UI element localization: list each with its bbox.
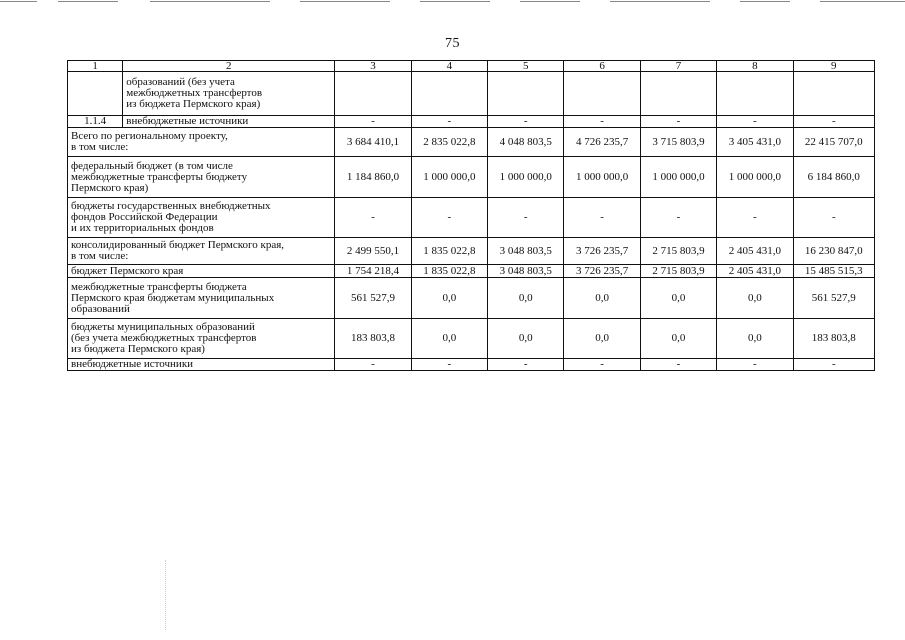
table-header-row [68,61,875,72]
page-number: 75 [445,36,460,51]
page-top-edge [58,1,118,2]
code-cell: 1.1.4 [68,116,123,128]
column-header: 3 [335,61,411,72]
value-cell: - [411,116,487,128]
value-cell: 0,0 [640,278,716,319]
value-cell: 3 726 235,7 [564,265,640,278]
row-label: образований (без учета межбюджетных трансфертов из бюджета Пермского края) [123,72,335,116]
value-cell: 1 000 000,0 [717,157,793,198]
value-cell: 22 415 707,0 [793,128,874,157]
value-cell: 15 485 515,3 [793,265,874,278]
row-label: внебюджетные источники [68,359,335,371]
value-cell [640,72,716,116]
value-cell: - [335,116,411,128]
value-cell: - [717,198,793,238]
column-header: 9 [793,61,874,72]
value-cell: 561 527,9 [793,278,874,319]
value-cell [411,72,487,116]
value-cell [488,72,564,116]
row-label: бюджеты государственных внебюджетных фондов Российской Федерации и их территориальных фондов [68,198,335,238]
value-cell: 1 000 000,0 [564,157,640,198]
page-top-edge [300,1,390,2]
value-cell: - [335,198,411,238]
column-header: 7 [640,61,716,72]
row-label: внебюджетные источники [123,116,335,128]
value-cell: 0,0 [640,319,716,359]
value-cell: 3 048 803,5 [488,265,564,278]
value-cell: 1 754 218,4 [335,265,411,278]
value-cell: 2 715 803,9 [640,238,716,265]
value-cell: - [793,116,874,128]
row-label: консолидированный бюджет Пермского края, в том числе: [68,238,335,265]
value-cell: 2 715 803,9 [640,265,716,278]
value-cell: 3 405 431,0 [717,128,793,157]
value-cell: - [411,359,487,371]
column-header: 6 [564,61,640,72]
value-cell: - [640,116,716,128]
value-cell: - [488,198,564,238]
scan-artifact [165,560,168,630]
table-row [68,72,875,116]
value-cell: - [717,116,793,128]
column-header: 8 [717,61,793,72]
value-cell: 0,0 [564,278,640,319]
value-cell: - [564,116,640,128]
value-cell [564,72,640,116]
value-cell: 0,0 [717,278,793,319]
row-label: межбюджетные трансферты бюджета Пермского края бюджетам муниципальных образований [68,278,335,319]
value-cell: 3 684 410,1 [335,128,411,157]
value-cell: - [488,359,564,371]
value-cell: - [488,116,564,128]
value-cell: 4 726 235,7 [564,128,640,157]
value-cell: 4 048 803,5 [488,128,564,157]
row-label: Всего по региональному проекту, в том числе: [68,128,335,157]
table-row [68,116,875,128]
value-cell: 16 230 847,0 [793,238,874,265]
value-cell: 3 048 803,5 [488,238,564,265]
column-header: 1 [68,61,123,72]
value-cell: 0,0 [488,278,564,319]
value-cell: - [564,359,640,371]
column-header: 5 [488,61,564,72]
page-top-edge [740,1,790,2]
value-cell: 0,0 [488,319,564,359]
value-cell [335,72,411,116]
row-label: бюджеты муниципальных образований (без учета межбюджетных трансфертов из бюджета Пермского края) [68,319,335,359]
value-cell: - [411,198,487,238]
value-cell: 2 835 022,8 [411,128,487,157]
value-cell: 0,0 [717,319,793,359]
value-cell: 2 499 550,1 [335,238,411,265]
value-cell [793,72,874,116]
value-cell: 183 803,8 [335,319,411,359]
value-cell: - [335,359,411,371]
budget-table [67,60,875,371]
value-cell: 1 000 000,0 [488,157,564,198]
column-header: 2 [123,61,335,72]
value-cell: - [793,198,874,238]
code-cell [68,72,123,116]
value-cell: - [717,359,793,371]
value-cell: 1 835 022,8 [411,265,487,278]
value-cell [717,72,793,116]
row-label: федеральный бюджет (в том числе межбюджетные трансферты бюджету Пермского края) [68,157,335,198]
value-cell: 0,0 [564,319,640,359]
table-row [68,238,875,265]
value-cell: 183 803,8 [793,319,874,359]
value-cell: - [564,198,640,238]
table-row [68,278,875,319]
value-cell: - [640,198,716,238]
value-cell: 0,0 [411,319,487,359]
value-cell: 2 405 431,0 [717,265,793,278]
page-top-edge [820,1,905,2]
table-row [68,359,875,371]
value-cell: 3 715 803,9 [640,128,716,157]
page-top-edge [610,1,710,2]
table-row [68,157,875,198]
value-cell: 561 527,9 [335,278,411,319]
value-cell: - [793,359,874,371]
value-cell: 0,0 [411,278,487,319]
page-top-edge [0,1,37,2]
value-cell: 2 405 431,0 [717,238,793,265]
table-row [68,319,875,359]
page-top-edge [520,1,580,2]
value-cell: 1 184 860,0 [335,157,411,198]
column-header: 4 [411,61,487,72]
value-cell: 3 726 235,7 [564,238,640,265]
row-label: бюджет Пермского края [68,265,335,278]
value-cell: 1 835 022,8 [411,238,487,265]
value-cell: - [640,359,716,371]
table-row [68,265,875,278]
value-cell: 1 000 000,0 [640,157,716,198]
page-top-edge [150,1,270,2]
table-row [68,128,875,157]
page-top-edge [420,1,490,2]
value-cell: 6 184 860,0 [793,157,874,198]
table-row [68,198,875,238]
value-cell: 1 000 000,0 [411,157,487,198]
